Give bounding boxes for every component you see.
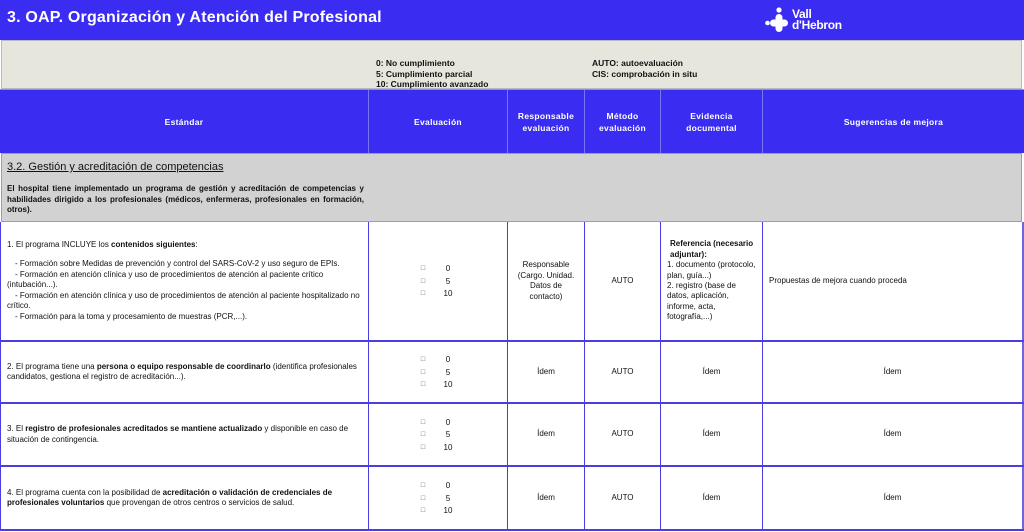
table-row [0, 404, 1024, 467]
option-label: 10 [443, 506, 453, 515]
method-cell: AUTO [585, 342, 661, 402]
score-legend-item: 5: Cumplimiento parcial [376, 68, 473, 79]
method-legend [592, 58, 697, 79]
checkbox-5[interactable]: □ [420, 431, 426, 438]
checkbox-0[interactable]: □ [420, 356, 426, 363]
legend-box [1, 40, 1022, 89]
standard-text: : [195, 239, 198, 249]
checkbox-10[interactable]: □ [420, 443, 426, 451]
responsible-cell: Ídem [508, 342, 585, 402]
evaluation-options [408, 263, 458, 299]
checkbox-10[interactable]: □ [420, 381, 426, 388]
standard-cell [0, 342, 369, 402]
logo-text-line2: d'Hebron [792, 18, 842, 32]
column-header-evaluation: Evaluación [369, 90, 508, 153]
responsible-cell: Ídem [508, 404, 585, 465]
evaluation-options [408, 354, 458, 390]
standard-text: 1. El programa INCLUYE los [7, 239, 112, 249]
evaluation-cell [369, 222, 508, 340]
option-label: 5 [445, 493, 451, 503]
evidence-cell [661, 222, 763, 340]
method-legend-item: AUTO: autoevaluación [592, 58, 683, 68]
checkbox-5[interactable]: □ [420, 277, 426, 285]
page-header-banner [0, 0, 1024, 40]
suggestions-cell[interactable]: Ídem [763, 467, 1024, 529]
standard-cell [0, 404, 369, 465]
standard-text: y disponible en caso de situación de contingencia. [7, 424, 349, 444]
option-label: 5 [445, 367, 451, 377]
standard-text: 3. El [7, 424, 26, 433]
standard-text-bold: registro de profesionales acreditados se mantiene actualizado [25, 424, 263, 433]
option-label: 10 [443, 380, 453, 389]
column-header-suggestions: Sugerencias de mejora [843, 116, 944, 127]
section-block [1, 153, 1022, 222]
checkbox-10[interactable]: □ [420, 507, 426, 514]
option-label: 0 [445, 264, 451, 273]
evaluation-cell [369, 342, 508, 402]
vall-dhebron-cross-icon [765, 7, 789, 33]
evidence-line: 2. registro (base de datos, aplicación, informe, acta, fotografía,...) [667, 281, 736, 322]
standard-list-item: - Formación en atención clínica y uso de procedimientos de atención al paciente hospitalizado no crítico. [7, 290, 360, 311]
column-header-evidence: Evidencia documental [661, 90, 763, 153]
standard-list-item: - Formación en atención clínica y uso de procedimientos de atención al paciente crítico (intubación...). [7, 269, 324, 290]
standard-list-item: - Formación para la toma y procesamiento de muestras (PCR,...). [15, 311, 248, 321]
evidence-cell: Ídem [661, 467, 763, 529]
checkbox-0[interactable]: □ [420, 418, 426, 426]
table-row [0, 467, 1024, 531]
standard-cell [0, 467, 369, 529]
option-label: 5 [445, 276, 451, 286]
evaluation-cell [369, 404, 508, 465]
standard-text: que provengan de otros centros o servicios de salud. [104, 498, 295, 507]
evaluation-options [408, 417, 458, 453]
standard-text-bold: persona o equipo responsable de coordinarlo [96, 361, 271, 371]
checkbox-0[interactable]: □ [420, 482, 426, 489]
method-cell: AUTO [585, 467, 661, 529]
score-legend-item: 10: Cumplimiento avanzado [376, 79, 489, 89]
standard-cell [0, 222, 369, 340]
table-header [0, 89, 1024, 153]
checkbox-5[interactable]: □ [420, 368, 426, 376]
column-header-standard: Estándar [0, 90, 369, 153]
column-header-method: Método evaluación [585, 90, 661, 153]
logo-text-line1: Vall [792, 7, 812, 21]
suggestions-cell[interactable]: Propuestas de mejora cuando proceda [763, 222, 1024, 340]
responsible-cell: Responsable (Cargo. Unidad. Datos de contacto) [508, 222, 585, 340]
option-label: 5 [445, 430, 451, 439]
checkbox-0[interactable]: □ [420, 265, 426, 272]
page-title: 3. OAP. Organización y Atención del Profesional [7, 9, 382, 26]
standard-text-bold: acreditación o validación de credenciales de profesionales voluntarios [7, 487, 333, 507]
hospital-logo [765, 7, 842, 33]
evidence-cell: Ídem [661, 404, 763, 465]
evidence-title: Referencia (necesario adjuntar): [670, 239, 754, 259]
section-title: 3.2. Gestión y acreditación de competencias [7, 161, 224, 173]
evaluation-options [408, 480, 458, 516]
score-legend-item: 0: No cumplimiento [376, 58, 455, 68]
suggestions-cell[interactable]: Ídem [763, 342, 1024, 402]
method-cell: AUTO [585, 404, 661, 465]
logo-text [792, 9, 842, 31]
table-row [0, 222, 1024, 342]
option-label: 10 [443, 442, 453, 452]
column-header-responsible: Responsable evaluación [508, 90, 585, 153]
standard-text-bold: contenidos siguientes [111, 239, 196, 249]
suggestions-cell[interactable]: Ídem [763, 404, 1024, 465]
option-label: 0 [445, 481, 451, 490]
standard-text: 2. El programa tiene una [7, 361, 97, 371]
evidence-cell: Ídem [661, 342, 763, 402]
evidence-line: 1. documento (protocolo, plan, guía...) [667, 260, 756, 280]
option-label: 10 [443, 289, 453, 298]
evaluation-cell [369, 467, 508, 529]
option-label: 0 [445, 355, 451, 364]
method-legend-item: CIS: comprobación in situ [592, 68, 698, 79]
responsible-cell: Ídem [508, 467, 585, 529]
table-row [0, 342, 1024, 404]
standard-list-item: - Formación sobre Medidas de prevención y control del SARS-CoV-2 y uso seguro de EPIs. [15, 259, 340, 269]
standard-text: 4. El programa cuenta con la posibilidad de [7, 487, 163, 497]
option-label: 0 [445, 417, 451, 427]
checkbox-5[interactable]: □ [420, 494, 426, 502]
standard-text: (identifica profesionales candidatos, gestiona el registro de acreditación...). [7, 361, 357, 381]
method-cell: AUTO [585, 222, 661, 340]
score-legend [376, 58, 488, 90]
checkbox-10[interactable]: □ [420, 290, 426, 297]
section-description: El hospital tiene implementado un programa de gestión y acreditación de competencias y habilidades dirigido a los profesionales (médicos, enfermeras, profesionales en formación, otros). [7, 184, 364, 214]
